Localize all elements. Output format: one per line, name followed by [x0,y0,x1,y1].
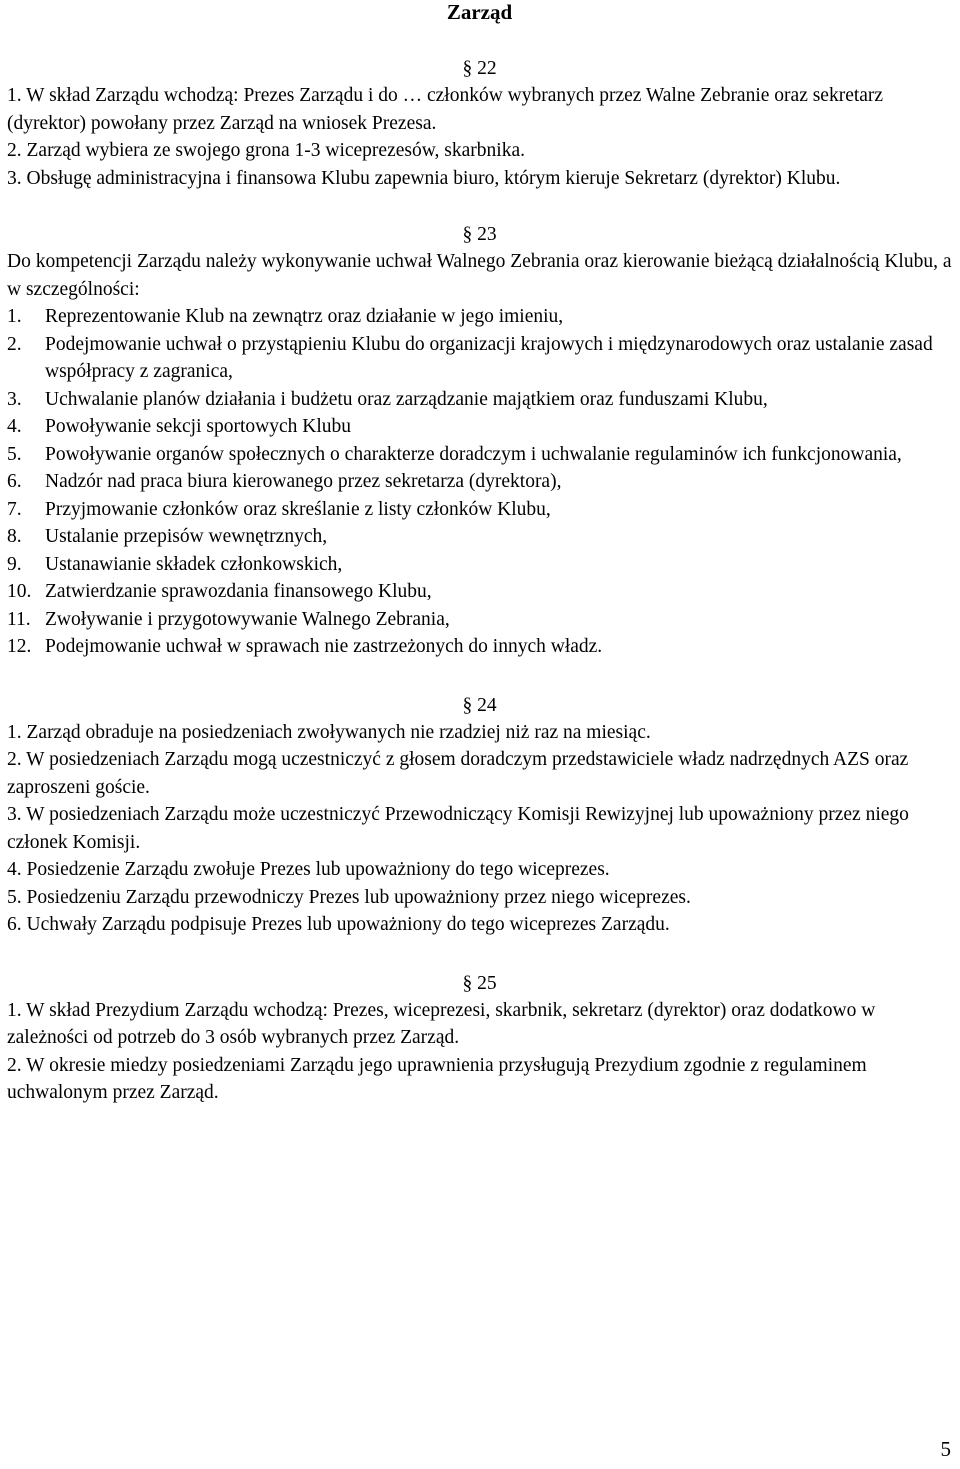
item-number: 4. [7,416,22,437]
section-number: 24 [477,694,497,716]
section-23 [7,221,952,661]
item-text: Zatwierdzanie sprawozdania finansowego Klubu, [45,581,432,602]
list-item [7,633,952,661]
section-intro: Do kompetencji Zarządu należy wykonywanie uchwał Walnego Zebrania oraz kierowanie bieżącą działalnością Klubu, a w szczególności: [7,251,952,300]
paragraph: 2. W posiedzeniach Zarządu mogą uczestniczyć z głosem doradczym przedstawiciele władz nadrzędnych AZS oraz zaproszeni goście. [7,749,909,798]
paragraph: 2. W okresie miedzy posiedzeniami Zarządu jego uprawnienia przysługują Prezydium zgodnie z regulaminem uchwalonym przez Zarząd. [7,1054,867,1103]
item-number: 1. [7,306,22,327]
list-item [7,606,952,634]
document-page [7,0,952,1107]
item-text: Podejmowanie uchwał o przystąpieniu Klubu do organizacji krajowych i międzynarodowych oraz ustalanie zasad współpracy z zagranica, [45,333,933,382]
section-mark-25: § 25 [462,972,497,994]
list-item [7,523,952,551]
section-24 [7,692,952,939]
item-number: 6. [7,471,22,492]
list-item [7,441,952,469]
paragraph: 5. Posiedzeniu Zarządu przewodniczy Prezes lub upoważniony przez niego wiceprezes. [7,886,691,908]
list-item [7,496,952,524]
item-number: 5. [7,443,22,465]
paragraph: 3. W posiedzeniach Zarządu może uczestniczyć Przewodniczący Komisji Rewizyjnej lub upoważniony przez niego członek Komisji. [7,804,909,853]
item-text: Uchwalanie planów działania i budżetu oraz zarządzanie majątkiem oraz funduszami Klubu, [45,388,768,410]
item-text: Powoływanie organów społecznych o charakterze doradczym i uchwalanie regulaminów ich funkcjonowania, [45,443,902,465]
item-text: Zwoływanie i przygotowywanie Walnego Zebrania, [45,608,450,630]
paragraph: 3. Obsługę administracyjna i finansowa Klubu zapewnia biuro, którym kieruje Sekretarz (dyrektor) Klubu. [7,167,841,189]
item-number: 9. [7,553,22,575]
list-item [7,551,952,579]
paragraph: 1. Zarząd obraduje na posiedzeniach zwoływanych nie rzadziej niż raz na miesiąc. [7,721,651,743]
item-number: 7. [7,498,22,520]
section-mark-22: § 22 [462,58,497,79]
section-mark-24: § 24 [462,694,497,716]
item-number: 12. [7,636,32,657]
section-22 [7,55,952,192]
section-number: 23 [477,224,497,245]
paragraph: 6. Uchwały Zarządu podpisuje Prezes lub upoważniony do tego wiceprezes Zarządu. [7,914,670,935]
list-item [7,331,952,386]
list-item [7,468,952,496]
item-text: Reprezentowanie Klub na zewnątrz oraz działanie w jego imieniu, [45,306,564,327]
item-text: Ustalanie przepisów wewnętrznych, [45,526,328,547]
item-number: 3. [7,388,22,410]
item-number: 11. [7,608,31,630]
item-text: Podejmowanie uchwał w sprawach nie zastrzeżonych do innych władz. [45,636,603,657]
page-title: Zarząd [446,0,513,24]
page-number: 5 [940,1437,951,1461]
item-text: Nadzór nad praca biura kierowanego przez sekretarza (dyrektora), [45,471,562,492]
paragraph: 4. Posiedzenie Zarządu zwołuje Prezes lub upoważniony do tego wiceprezes. [7,859,610,880]
item-number: 2. [7,333,22,355]
competence-list [7,303,952,661]
item-text: Powoływanie sekcji sportowych Klubu [45,416,352,437]
section-mark-23: § 23 [462,224,497,245]
paragraph: 2. Zarząd wybiera ze swojego grona 1-3 wiceprezesów, skarbnika. [7,140,525,161]
item-number: 8. [7,526,22,547]
paragraph: 1. W skład Prezydium Zarządu wchodzą: Prezes, wiceprezesi, skarbnik, sekretarz (dyrektor) oraz dodatkowo w zależności od potrzeb do 3 osób wybranych przez Zarząd. [7,999,876,1048]
list-item [7,386,952,414]
item-text: Przyjmowanie członków oraz skreślanie z listy członków Klubu, [45,498,551,520]
list-item [7,413,952,441]
item-number: 10. [7,581,32,602]
section-25 [7,970,952,1107]
section-number: 25 [477,972,497,994]
section-number: 22 [477,58,497,79]
item-text: Ustanawianie składek członkowskich, [45,553,343,575]
list-item [7,578,952,606]
paragraph: 1. W skład Zarządu wchodzą: Prezes Zarządu i do … członków wybranych przez Walne Zebranie oraz sekretarz (dyrektor) powołany przez Zarząd na wniosek Prezesa. [7,85,884,134]
list-item [7,303,952,331]
